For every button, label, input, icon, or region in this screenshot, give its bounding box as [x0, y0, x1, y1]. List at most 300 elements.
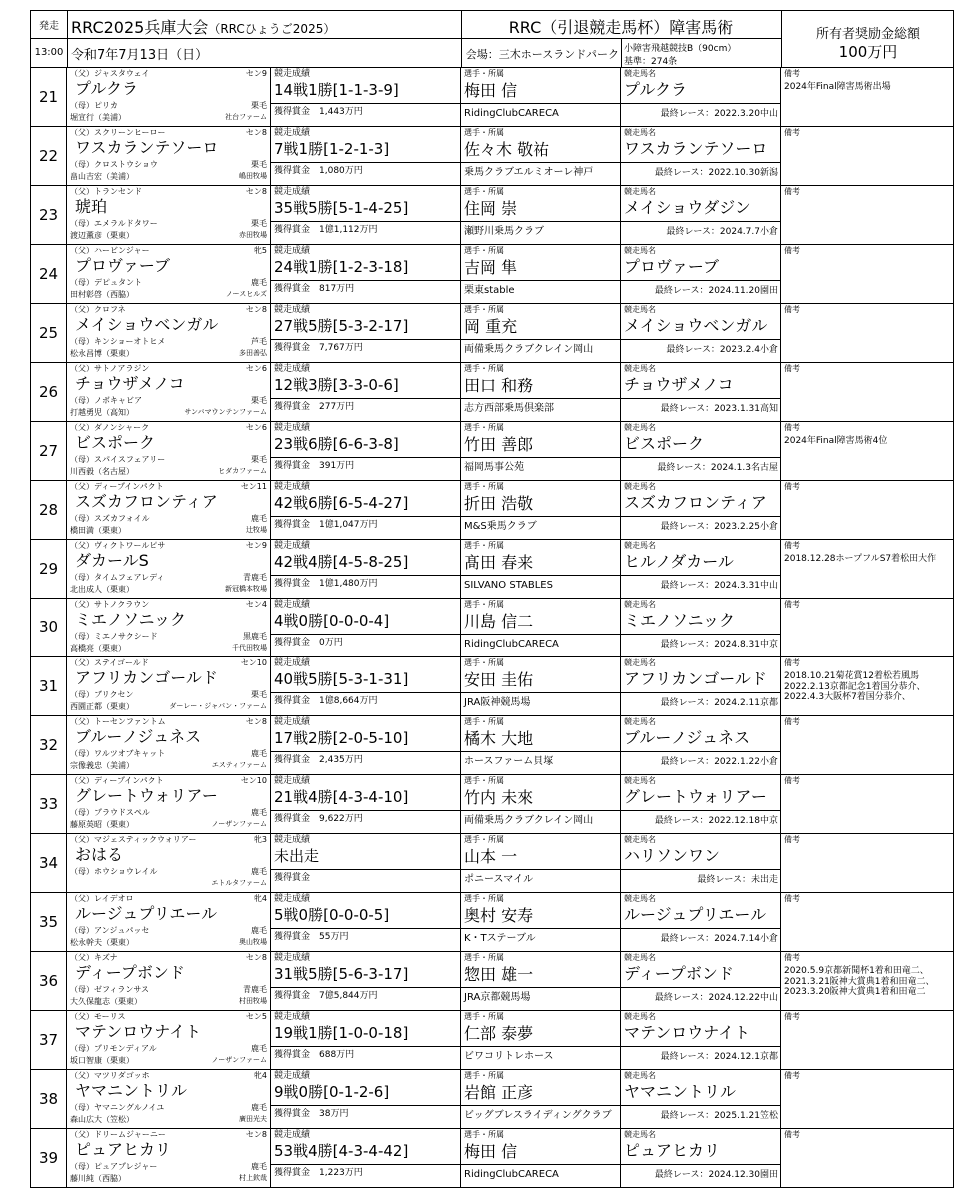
rider-divider: [461, 751, 620, 752]
dam: （母）クロストウショウ: [70, 159, 158, 169]
race-name-label: 競走馬名: [624, 717, 656, 727]
coat-color: 鹿毛: [251, 749, 267, 759]
rider-cell: [461, 245, 621, 303]
sire: （父）トランセンド: [70, 186, 142, 196]
horse-cell: [67, 834, 271, 892]
dam: （母）キンショーオトヒメ: [70, 336, 166, 346]
sire: （父）スクリーンヒーロー: [70, 127, 166, 137]
earnings-label: 獲得賞金: [274, 401, 311, 412]
record-divider: [271, 928, 460, 929]
sex-age: 牝4: [253, 894, 267, 904]
entry-number: 38: [31, 1070, 67, 1128]
rider-label: 選手・所属: [464, 69, 504, 78]
note-text: 2020.5.9京都新聞杯1着和田竜二、 2021.3.21阪神大賞典1着和田竜二、 2023.3.20阪神大賞典1着和田竜二: [784, 966, 935, 997]
entry-number: 35: [31, 893, 67, 951]
trainer: 北出成人（栗東）: [70, 584, 134, 594]
rider-cell: [461, 186, 621, 244]
race-name-divider: [621, 869, 780, 870]
rider-label: 選手・所属: [464, 1130, 504, 1140]
last-race: [661, 405, 778, 414]
rider-name: 仁部 泰夢: [464, 1024, 534, 1044]
entry-row: [30, 245, 954, 304]
trainer: 森山広大（笠松）: [70, 1115, 134, 1125]
entry-row: [30, 304, 954, 363]
race-name-cell: [621, 834, 781, 892]
sire: （父）レイデオロ: [70, 894, 134, 904]
last-race-value: 2024.12.22中山: [708, 993, 778, 1004]
note-cell: [781, 1011, 952, 1069]
last-race-label: 最終レース：: [660, 934, 715, 945]
earnings-label: 獲得賞金: [274, 873, 311, 884]
note-label: 備考: [784, 1071, 800, 1081]
race-name-cell: [621, 422, 781, 480]
record-cell: [271, 775, 461, 833]
rider-label: 選手・所属: [464, 835, 504, 845]
coat-color: 鹿毛: [251, 513, 267, 523]
race-name-cell: [621, 1070, 781, 1128]
entry-row: [30, 422, 954, 481]
entry-row: [30, 1011, 954, 1070]
last-race: [655, 1171, 778, 1180]
rider-club: JRA京都競馬場: [464, 992, 531, 1004]
last-race-label: 最終レース：: [660, 1111, 715, 1122]
sire: （父）マジェスティックウォリアー: [70, 835, 197, 845]
earnings-value: 277万円: [319, 401, 355, 412]
note-label: 備考: [784, 540, 800, 550]
rider-cell: [461, 952, 621, 1010]
rider-label: 選手・所属: [464, 127, 504, 137]
earnings-value: 817万円: [319, 283, 355, 294]
sire: （父）キズナ: [70, 953, 118, 963]
record-divider: [271, 1046, 460, 1047]
last-race-value: 2024.11.20園田: [708, 285, 778, 296]
sex-age: セン5: [245, 1012, 267, 1022]
earnings-label: 獲得賞金: [274, 107, 311, 117]
race-name-label: 競走馬名: [624, 1130, 656, 1140]
record-cell: [271, 481, 461, 539]
entry-number: 21: [31, 68, 67, 126]
horse-name: マテンロウナイト: [75, 1022, 202, 1042]
record-cell: [271, 68, 461, 126]
entry-number: 37: [31, 1011, 67, 1069]
race-name-divider: [621, 162, 780, 163]
last-race-value: 2024.12.1京都: [714, 1052, 778, 1063]
rider-name: 佐々木 敬祐: [464, 139, 550, 159]
rider-divider: [461, 692, 620, 693]
entry-number: 25: [31, 304, 67, 362]
trainer: 松永昌博（栗東）: [70, 348, 134, 358]
sex-age: セン11: [240, 481, 267, 491]
rider-name: 奥村 安寿: [464, 906, 534, 926]
note-cell: [781, 422, 952, 480]
rider-cell: [461, 1011, 621, 1069]
rider-label: 選手・所属: [464, 599, 504, 609]
rider-club: ビワコリトレホース: [464, 1051, 554, 1063]
race-name-label: 競走馬名: [624, 953, 656, 963]
trainer: 畠山吉宏（美浦）: [70, 171, 134, 181]
race-name-divider: [621, 457, 780, 458]
rider-club: M&S乗馬クラブ: [464, 520, 537, 532]
last-race-label: 最終レース：: [697, 875, 751, 886]
record-cell: [271, 1129, 461, 1187]
race-horse-name: ミエノソニック: [624, 610, 736, 630]
last-race: [661, 582, 778, 591]
race-horse-name: ヒルノダカール: [624, 551, 734, 571]
breeder: エスティファーム: [211, 761, 267, 770]
race-name-label: 競走馬名: [624, 776, 656, 786]
coat-color: 栗毛: [251, 690, 267, 700]
note-label: 備考: [784, 1012, 800, 1022]
rider-cell: [461, 599, 621, 657]
sex-age: 牝3: [253, 835, 267, 845]
sex-age: セン6: [245, 363, 267, 373]
earnings-label: 獲得賞金: [274, 814, 311, 825]
sex-age: セン8: [245, 953, 267, 963]
note-cell: [781, 834, 952, 892]
race-name-cell: [621, 1011, 781, 1069]
last-race-label: 最終レース：: [654, 1170, 709, 1181]
rider-name: 吉岡 隼: [464, 257, 518, 277]
entry-row: [30, 893, 954, 952]
last-race-value: 2024.1.3名古屋: [710, 462, 778, 473]
race-name-label: 競走馬名: [624, 69, 656, 78]
record-divider: [271, 575, 460, 576]
earnings-label: 獲得賞金: [274, 460, 311, 471]
last-race-label: 最終レース：: [660, 109, 715, 119]
note-cell: [781, 127, 952, 185]
record-divider: [271, 162, 460, 163]
event-title-main: RRC2025兵庫大会: [71, 18, 209, 37]
last-race-value: 2024.8.31中京: [714, 639, 778, 650]
last-race-label: 最終レース：: [660, 403, 715, 414]
record-cell: [271, 716, 461, 774]
earnings-value: 38万円: [319, 1109, 349, 1120]
sire: （父）ダノンシャーク: [70, 422, 150, 432]
race-name-label: 競走馬名: [624, 304, 656, 314]
race-name-divider: [621, 1046, 780, 1047]
race-name-cell: [621, 893, 781, 951]
last-race-value: 未出走: [750, 875, 778, 886]
record-divider: [271, 1164, 460, 1165]
trainer: 藤川純（西脇）: [70, 1174, 126, 1184]
race-horse-name: ハリソンワン: [624, 846, 721, 866]
record-label: 競走成績: [274, 776, 311, 787]
race-horse-name: スズカフロンティア: [624, 492, 767, 512]
horse-name: アフリカンゴールド: [75, 668, 218, 688]
earnings-value: 1億1,112万円: [319, 224, 378, 235]
coat-color: 栗毛: [251, 101, 267, 110]
race-horse-name: プロヴァーブ: [624, 256, 720, 276]
sex-age: 牝5: [253, 245, 267, 255]
trainer: 打越勇児（高知）: [70, 407, 134, 417]
rider-divider: [461, 103, 620, 104]
race-record: 7戦1勝[1-2-1-3]: [274, 139, 390, 158]
horse-name: チョウザメノコ: [75, 373, 185, 393]
breeder: エトルタファーム: [211, 879, 267, 888]
last-race: [655, 994, 778, 1003]
race-horse-name: ディープボンド: [624, 964, 734, 984]
breeder: 社台ファーム: [225, 113, 267, 121]
earnings-label: 獲得賞金: [274, 578, 311, 589]
breeder: 廣田光夫: [239, 1115, 267, 1124]
entry-number: 28: [31, 481, 67, 539]
record-label: 競走成績: [274, 599, 311, 610]
entry-number: 29: [31, 540, 67, 598]
rider-cell: [461, 1070, 621, 1128]
record-divider: [271, 987, 460, 988]
entry-number: 33: [31, 775, 67, 833]
horse-name: ビスポーク: [75, 432, 156, 452]
race-record: 未出走: [274, 847, 320, 866]
race-record: 42戦6勝[6-5-4-27]: [274, 493, 409, 512]
coat-color: 栗毛: [251, 159, 267, 169]
prize-amount: 100万円: [838, 43, 898, 61]
note-label: 備考: [784, 69, 800, 78]
header: [30, 10, 954, 68]
note-label: 備考: [784, 186, 800, 196]
record-divider: [271, 516, 460, 517]
race-name-divider: [621, 634, 780, 635]
last-race: [661, 1112, 778, 1121]
race-name-label: 競走馬名: [624, 245, 656, 255]
sex-age: 牝4: [253, 1071, 267, 1081]
race-record: 17戦2勝[2-0-5-10]: [274, 729, 409, 748]
last-race: [661, 935, 778, 944]
sex-age: セン9: [245, 540, 267, 550]
race-name-label: 競走馬名: [624, 481, 656, 491]
last-race-value: 2022.1.22小倉: [714, 757, 778, 768]
race-name-cell: [621, 775, 781, 833]
record-cell: [271, 540, 461, 598]
breeder: 新冠橋本牧場: [225, 584, 267, 593]
note-label: 備考: [784, 599, 800, 609]
last-race-label: 最終レース：: [660, 698, 715, 709]
entry-number: 34: [31, 834, 67, 892]
rider-club: 両備乗馬クラブクレイン岡山: [464, 815, 594, 827]
sex-age: セン4: [245, 599, 267, 609]
trainer: 宗像義忠（美浦）: [70, 761, 134, 771]
dam: （母）プリモンディアル: [70, 1044, 157, 1054]
sire: （父）ドリームジャーニー: [70, 1130, 166, 1140]
breeder: ヒダカファーム: [218, 466, 267, 475]
record-label: 競走成績: [274, 953, 311, 964]
earnings-value: 688万円: [319, 1050, 355, 1061]
dam: （母）ピリカ: [70, 101, 118, 110]
race-horse-name: プルクラ: [624, 80, 688, 99]
last-race: [661, 641, 778, 650]
sex-age: セン8: [245, 1130, 267, 1140]
rider-name: 竹田 善郎: [464, 434, 534, 454]
record-label: 競走成績: [274, 363, 311, 374]
rider-label: 選手・所属: [464, 540, 504, 550]
earnings-value: 9,622万円: [319, 814, 363, 825]
note-cell: [781, 775, 952, 833]
race-name-label: 競走馬名: [624, 540, 656, 550]
last-race-label: 最終レース：: [666, 344, 720, 355]
horse-name: ルージュプリエール: [75, 904, 218, 924]
entry-row: [30, 481, 954, 540]
earnings-label: 獲得賞金: [274, 755, 311, 766]
horse-name: ブルーノジュネス: [75, 727, 202, 747]
rider-club: RidingClubCARECA: [464, 108, 559, 119]
last-race-label: 最終レース：: [660, 757, 715, 768]
rider-divider: [461, 575, 620, 576]
dam: （母）ホウショウレイル: [70, 867, 158, 877]
record-label: 競走成績: [274, 1130, 311, 1141]
dam: （母）エメラルドタワー: [70, 218, 158, 228]
coat-color: 鹿毛: [251, 1162, 267, 1172]
horse-cell: [67, 775, 271, 833]
rider-name: 岩館 正彦: [464, 1083, 534, 1103]
entry-row: [30, 775, 954, 834]
note-cell: [781, 363, 952, 421]
race-record: 19戦1勝[1-0-0-18]: [274, 1024, 409, 1043]
rider-cell: [461, 481, 621, 539]
breeder: 千代田牧場: [232, 643, 267, 652]
race-record: 14戦1勝[1-1-3-9]: [274, 81, 399, 99]
record-cell: [271, 893, 461, 951]
earnings-label: 獲得賞金: [274, 1050, 311, 1061]
event-title-sub: （RRCひょうご2025）: [208, 22, 336, 36]
rider-divider: [461, 928, 620, 929]
race-record: 23戦6勝[6-6-3-8]: [274, 434, 399, 453]
race-name-cell: [621, 363, 781, 421]
entry-row: [30, 952, 954, 1011]
rider-club: 志方西部乗馬倶楽部: [464, 402, 554, 414]
entry-row: [30, 363, 954, 422]
competition-title: RRC（引退競走馬杯）障害馬術: [508, 18, 734, 37]
race-name-label: 競走馬名: [624, 835, 656, 845]
record-label: 競走成績: [274, 540, 311, 551]
dam: （母）ブリクセン: [70, 690, 134, 700]
last-race: [666, 346, 778, 355]
note-cell: [781, 952, 952, 1010]
dam: （母）プラウドスペル: [70, 808, 150, 818]
sex-age: セン8: [245, 186, 267, 196]
record-divider: [271, 457, 460, 458]
coat-color: 青鹿毛: [243, 985, 267, 995]
breeder: 辻牧場: [246, 525, 267, 534]
dam: （母）タイムフェアレディ: [70, 572, 165, 582]
rider-cell: [461, 540, 621, 598]
rider-club: ホースファーム貝塚: [464, 756, 554, 768]
entry-number: 31: [31, 657, 67, 715]
coat-color: 鹿毛: [251, 926, 267, 936]
rider-label: 選手・所属: [464, 304, 504, 314]
entry-row: [30, 1129, 954, 1188]
sire: （父）サトノアラジン: [70, 363, 150, 373]
horse-cell: [67, 68, 271, 126]
record-cell: [271, 186, 461, 244]
start-list-sheet: [30, 10, 954, 1188]
dam: （母）ヤマニングルノイユ: [70, 1103, 165, 1113]
race-record: 4戦0勝[0-0-0-4]: [274, 611, 390, 630]
coat-color: 鹿毛: [251, 1103, 267, 1113]
earnings-value: 1億8,664万円: [319, 696, 378, 707]
sire: （父）ディープインパクト: [70, 481, 164, 491]
last-race: [666, 228, 778, 237]
horse-cell: [67, 1011, 271, 1069]
rider-label: 選手・所属: [464, 481, 504, 491]
coat-color: 鹿毛: [251, 277, 267, 287]
sire: （父）ハービンジャー: [70, 245, 150, 255]
horse-cell: [67, 540, 271, 598]
earnings-value: 7,767万円: [319, 342, 363, 353]
horse-name: メイショウベンガル: [75, 314, 219, 334]
note-cell: [781, 540, 952, 598]
note-label: 備考: [784, 894, 800, 904]
dam: （母）スズカフォイル: [70, 513, 150, 523]
note-cell: [781, 1070, 952, 1128]
entry-number: 23: [31, 186, 67, 244]
earnings-value: 7億5,844万円: [319, 991, 378, 1002]
sex-age: セン9: [245, 69, 267, 78]
race-name-divider: [621, 1105, 780, 1106]
rider-club: JRA阪神競馬場: [464, 697, 531, 709]
horse-cell: [67, 599, 271, 657]
rider-label: 選手・所属: [464, 422, 504, 432]
entry-number: 32: [31, 716, 67, 774]
race-record: 24戦1勝[1-2-3-18]: [274, 257, 409, 276]
record-label: 競走成績: [274, 658, 311, 669]
last-race-label: 最終レース：: [654, 167, 709, 178]
rider-cell: [461, 127, 621, 185]
race-name-cell: [621, 716, 781, 774]
rider-label: 選手・所属: [464, 186, 504, 196]
horse-cell: [67, 481, 271, 539]
note-cell: [781, 716, 952, 774]
race-record: 42戦4勝[4-5-8-25]: [274, 552, 409, 571]
earnings-label: 獲得賞金: [274, 224, 311, 235]
rider-name: 川島 信二: [464, 611, 534, 631]
race-name-divider: [621, 221, 780, 222]
rider-divider: [461, 162, 620, 163]
class-basis: 基準：274条: [624, 57, 678, 67]
coat-color: 鹿毛: [251, 867, 267, 877]
trainer: 藤原英昭（栗東）: [70, 820, 134, 830]
dam: （母）ゼフィランサス: [70, 985, 150, 995]
horse-cell: [67, 893, 271, 951]
sire: （父）マツリダゴッホ: [70, 1071, 150, 1081]
note-label: 備考: [784, 776, 800, 786]
coat-color: 鹿毛: [251, 1044, 267, 1054]
race-name-divider: [621, 516, 780, 517]
rider-name: 梅田 信: [464, 1142, 518, 1162]
sex-age: セン8: [245, 127, 267, 137]
horse-cell: [67, 1129, 271, 1187]
entry-number: 30: [31, 599, 67, 657]
race-name-label: 競走馬名: [624, 127, 656, 137]
rider-club: ポニースマイル: [464, 874, 534, 886]
horse-name: ディープボンド: [75, 963, 185, 983]
sex-age: セン10: [240, 658, 267, 668]
breeder: サンバマウンテンファーム: [184, 407, 267, 416]
note-cell: [781, 893, 952, 951]
race-name-divider: [621, 810, 780, 811]
race-horse-name: ヤマニントリル: [624, 1082, 737, 1102]
note-text: 2024年Final障害馬術4位: [784, 435, 888, 446]
rider-divider: [461, 280, 620, 281]
earnings-value: 1億1,480万円: [319, 578, 378, 589]
event-title: [71, 15, 335, 38]
trainer: 橋田満（栗東）: [70, 525, 126, 535]
sire: （父）ディープインパクト: [70, 776, 164, 786]
rider-label: 選手・所属: [464, 658, 504, 668]
horse-name: ヤマニントリル: [75, 1081, 188, 1101]
rider-label: 選手・所属: [464, 776, 504, 786]
earnings-value: 1,223万円: [319, 1168, 363, 1179]
race-horse-name: ビスポーク: [624, 433, 705, 453]
